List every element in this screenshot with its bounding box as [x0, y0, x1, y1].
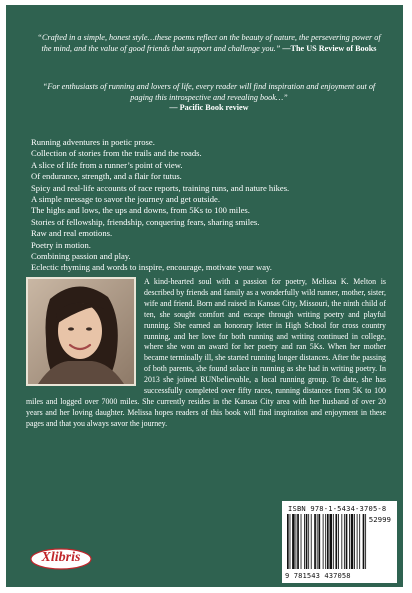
barcode-bar: [327, 514, 329, 569]
review-quote: “For enthusiasts of running and lovers of life, every reader will find inspiration and enjoyment out of paging this introspective and revealing book…”: [42, 82, 376, 102]
isbn-number: ISBN 978-1-5434-3705-8: [288, 504, 387, 513]
author-bio: [26, 277, 386, 430]
barcode-bar: [323, 514, 324, 569]
barcode-bar: [292, 514, 295, 569]
feature-item: A slice of life from a runner’s point of view.: [31, 159, 183, 170]
xlibris-logo: [30, 548, 92, 570]
review-source: — Pacific Book review: [169, 103, 249, 113]
barcode-bar: [357, 514, 358, 569]
price-code: 52999: [368, 515, 391, 524]
barcode-bar: [365, 514, 366, 569]
barcode-digits: 9 781543 437058: [285, 571, 351, 580]
feature-item: Combining passion and play.: [31, 251, 131, 262]
feature-item: A simple message to savor the journey and get outside.: [31, 194, 221, 205]
feature-item: Of endurance, strength, and a flair for tutus.: [31, 171, 182, 182]
barcode-bar: [335, 514, 337, 569]
barcode-bar: [296, 514, 297, 569]
barcode-bar: [359, 514, 360, 569]
feature-item: Collection of stories from the trails and the roads.: [31, 148, 202, 159]
barcode-bar: [308, 514, 309, 569]
review-quote: “Crafted in a simple, honest style…these poems reflect on the beauty of nature, the persevering power of the mind, and the value of good friends that support and challenge you.”: [37, 33, 381, 53]
barcode-bar: [317, 514, 318, 569]
barcode-bar: [301, 514, 302, 569]
feature-item: Stories of fellowship, friendship, conquering fears, sharing smiles.: [31, 216, 260, 227]
barcode-bar: [330, 514, 333, 569]
barcode-bar: [354, 514, 355, 569]
isbn-barcode: [282, 501, 397, 583]
author-portrait-image: [28, 279, 134, 384]
feature-item: Raw and real emotions.: [31, 228, 113, 239]
barcode-bar: [344, 514, 345, 569]
feature-item: Running adventures in poetic prose.: [31, 137, 155, 147]
barcode-bar: [318, 514, 320, 569]
back-cover: [6, 5, 403, 587]
barcode-bar: [290, 514, 291, 569]
barcode-bar: [314, 514, 316, 569]
barcode-bar: [349, 514, 350, 569]
barcode-bar: [341, 514, 342, 569]
logo-text: Xlibris: [41, 550, 81, 565]
feature-list: [31, 137, 393, 274]
barcode-bar: [287, 514, 289, 569]
review-source: —The US Review of Books: [282, 43, 377, 53]
barcode-bar: [311, 514, 312, 569]
barcode-bar: [333, 514, 334, 569]
barcode-bars: [287, 514, 393, 571]
feature-item: Eclectic rhyming and words to inspire, encourage, motivate your way.: [31, 262, 272, 273]
barcode-bar: [338, 514, 339, 569]
review-pacific-book-review: [34, 82, 384, 114]
barcode-bar: [306, 514, 308, 569]
barcode-bar: [363, 514, 365, 569]
barcode-bar: [351, 514, 354, 569]
barcode-bar: [297, 514, 299, 569]
barcode-bar: [325, 514, 326, 569]
barcode-bar: [346, 514, 348, 569]
feature-item: The highs and lows, the ups and downs, from 5Ks to 100 miles.: [31, 205, 250, 216]
feature-item: Spicy and real-life accounts of race reports, training runs, and nature hikes.: [31, 182, 290, 193]
author-bio-text: A kind-hearted soul with a passion for poetry, Melissa K. Melton is described by friends and family as a wonderfully wild runner, mother, sister, wife and friend. Born and raised in Kansas City, Missouri, the ninth child of ten, she sought comfort and escape through writing poetry and playful running. She earned an honorary letter in High School for cross country running, and her love for both running and writing continued in college, where she won an award for her poetry and ran 5Ks. When her mother became terminally ill, she started running longer distances. After the passing of both parents, she found solace in running as she had in writing poetry. In 2013 she joined RUNbelievable, a local running group. To date, she has successfully completed over fifty races, running distances from 5K to 100 miles and logged over 7000 miles. She currently resides in the Kansas City area with her husband of over 20 years and her loving daughter. Melissa hopes readers of this book will find inspiration and enjoyment in these pages and that you always savor the journey.: [26, 277, 386, 428]
barcode-bar: [304, 514, 305, 569]
author-photo: [26, 277, 136, 386]
review-us-review-of-books: [34, 33, 384, 54]
feature-item: Poetry in motion.: [31, 239, 91, 250]
